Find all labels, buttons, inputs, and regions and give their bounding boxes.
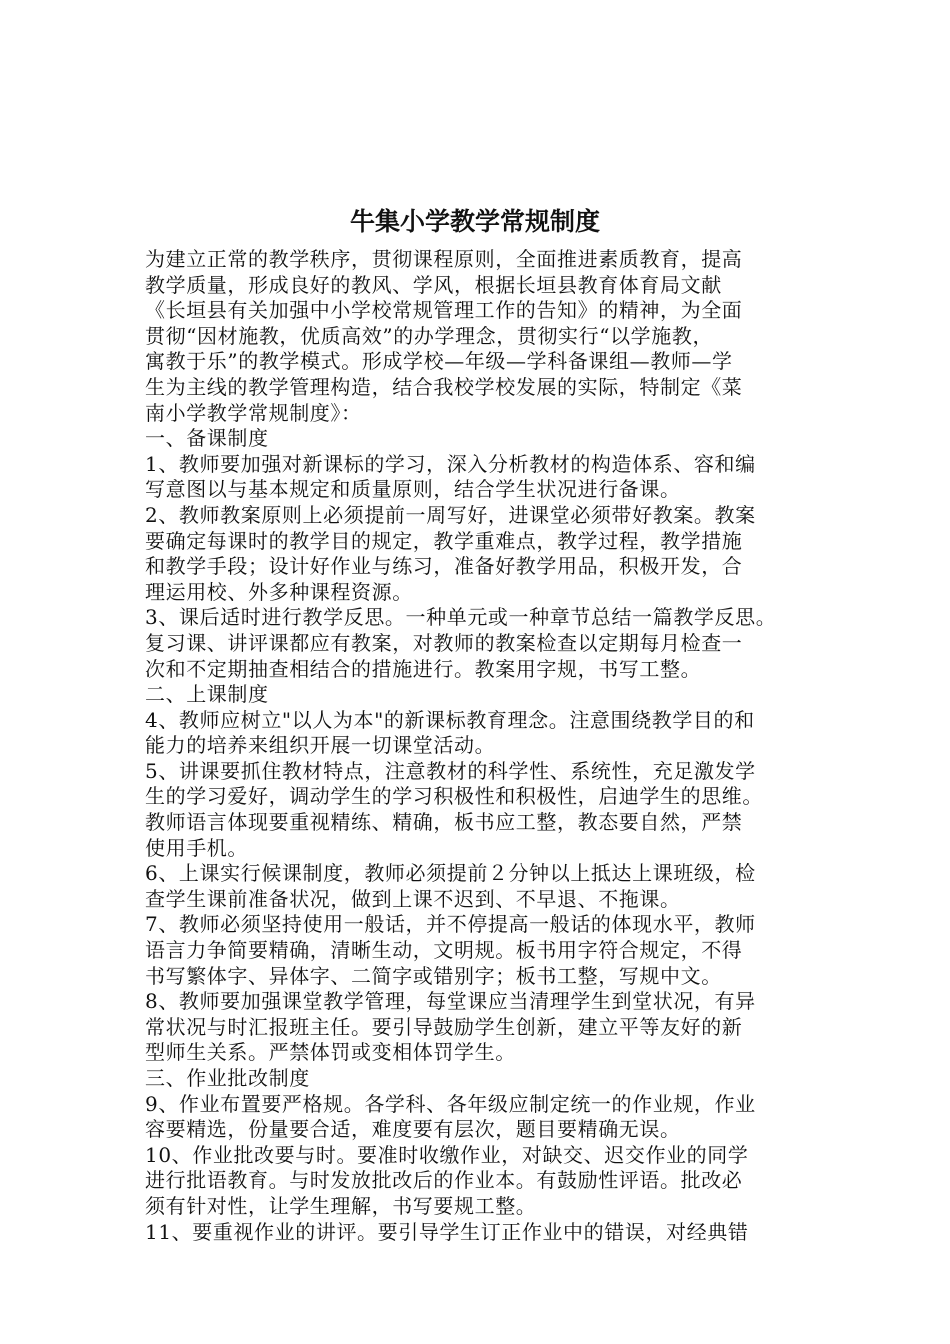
text-line: 语言力争简要精确，清晰生动，文明规。板书用字符合规定，不得 [145, 938, 743, 963]
text-line: 能力的培养来组织开展一切课堂活动。 [145, 733, 496, 758]
text-line: 书写繁体字、异体字、二简字或错别字；板书工整，写规中文。 [145, 963, 722, 988]
text-line: 生为主线的教学管理构造，结合我校学校发展的实际，特制定《菜 [145, 374, 743, 399]
text-line: 查学生课前准备状况，做到上课不迟到、不早退、不拖课。 [145, 886, 681, 911]
text-line: 为建立正常的教学秩序，贯彻课程原则，全面推进素质教育，提高 [145, 247, 743, 271]
text-line: 2、教师教案原则上必须提前一周写好，进课堂必须带好教案。教案 [145, 502, 756, 527]
text-line: 9、作业布置要严格规。各学科、各年级应制定统一的作业规，作业 [145, 1091, 756, 1116]
text-line: 一、备课制度 [145, 426, 269, 451]
text-line: 三、作业批改制度 [145, 1066, 310, 1090]
text-line: 贯彻“因材施教，优质高效”的办学理念，贯彻实行“以学施教， [145, 323, 714, 348]
text-line: 6、上课实行候课制度，教师必须提前２分钟以上抵达上课班级，检 [145, 861, 756, 886]
text-line: 教师语言体现要重视精练、精确，板书应工整，教态要自然，严禁 [145, 810, 743, 835]
text-line: 和教学手段；设计好作业与练习，准备好教学用品，积极开发，合 [145, 554, 743, 579]
text-line: 《长垣县有关加强中小学校常规管理工作的告知》的精神，为全面 [145, 298, 743, 323]
text-line: 3、课后适时进行教学反思。一种单元或一种章节总结一篇教学反思。 [145, 605, 777, 630]
text-line: 常状况与时汇报班主任。要引导鼓励学生创新，建立平等友好的新 [145, 1014, 743, 1039]
text-line: 教学质量，形成良好的教风、学风，根据长垣县教育体育局文献 [145, 272, 722, 297]
text-line: 理运用校、外多种课程资源。 [145, 579, 413, 604]
text-line: 复习课、讲评课都应有教案，对教师的教案检查以定期每月检查一 [145, 630, 743, 655]
text-line: 8、教师要加强课堂教学管理，每堂课应当清理学生到堂状况，有异 [145, 989, 756, 1014]
text-line: 要确定每课时的教学目的规定，教学重难点，教学过程，教学措施 [145, 528, 743, 553]
document-title: 牛集小学教学常规制度 [349, 207, 600, 236]
text-line: 寓教于乐”的教学模式。形成学校—年级—学科备课组—教师—学 [145, 349, 733, 374]
text-line: 二、上课制度 [145, 682, 269, 707]
text-line: 南小学教学常规制度》： [145, 400, 362, 425]
text-line: 型师生关系。严禁体罚或变相体罚学生。 [145, 1040, 516, 1065]
text-line: 11、要重视作业的讲评。要引导学生订正作业中的错误，对经典错 [145, 1219, 749, 1244]
text-line: 次和不定期抽查相结合的措施进行。教案用字规，书写工整。 [145, 656, 702, 681]
text-line: 7、教师必须坚持使用一般话，并不停提高一般话的体现水平，教师 [145, 912, 756, 937]
text-line: 生的学习爱好，调动学生的学习积极性和积极性，启迪学生的思维。 [145, 784, 763, 809]
text-line: 进行批语教育。与时发放批改后的作业本。有鼓励性评语。批改必 [145, 1168, 743, 1193]
text-line: 4、教师应树立"以人为本"的新课标教育理念。注意围绕教学目的和 [145, 707, 755, 732]
text-line: 5、讲课要抓住教材特点，注意教材的科学性、系统性，充足激发学 [145, 758, 756, 783]
document-body [145, 247, 825, 1245]
text-line: 写意图以与基本规定和质量原则，结合学生状况进行备课。 [145, 477, 681, 502]
text-line: 容要精选，份量要合适，难度要有层次，题目要精确无误。 [145, 1117, 681, 1142]
text-line: 使用手机。 [145, 835, 248, 860]
text-line: 1、教师要加强对新课标的学习，深入分析教材的构造体系、容和编 [145, 451, 756, 476]
text-line: 10、作业批改要与时。要准时收缴作业，对缺交、迟交作业的同学 [145, 1142, 749, 1167]
text-line: 须有针对性，让学生理解，书写要规工整。 [145, 1193, 537, 1218]
